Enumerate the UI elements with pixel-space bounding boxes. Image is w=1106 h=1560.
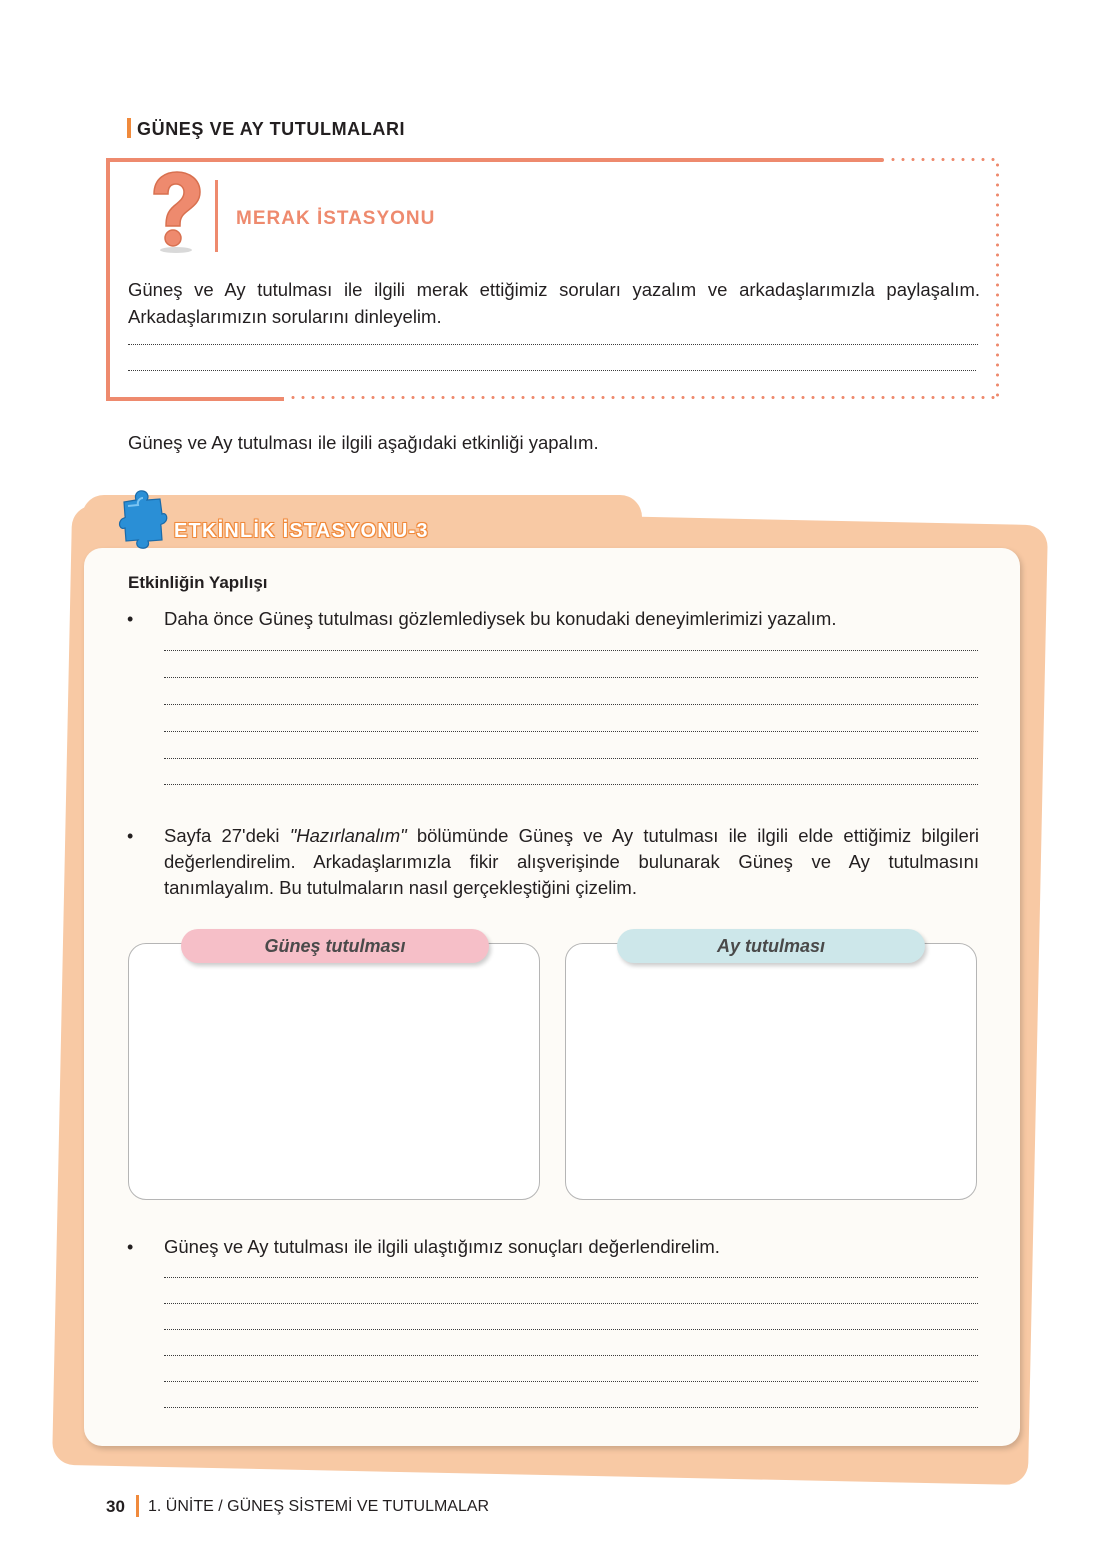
answer-line[interactable] <box>164 784 978 785</box>
puzzle-piece-icon <box>118 488 168 550</box>
merak-separator <box>215 180 218 252</box>
merak-dotted-right <box>996 160 999 400</box>
bullet-mark: • <box>127 1237 134 1257</box>
section-accent-bar <box>127 118 131 138</box>
answer-line[interactable] <box>164 1407 978 1408</box>
footer-separator <box>136 1495 139 1517</box>
activity-title: ETKİNLİK İSTASYONU-3 <box>174 520 429 542</box>
bullet-3-text: Güneş ve Ay tutulması ile ilgili ulaştığımız sonuçları değerlendirelim. <box>164 1236 720 1257</box>
sun-eclipse-drawing-box[interactable] <box>128 943 540 1200</box>
moon-eclipse-drawing-box[interactable] <box>565 943 977 1200</box>
merak-border-top <box>106 158 884 162</box>
answer-line[interactable] <box>164 1381 978 1382</box>
bullet-mark: • <box>127 826 134 846</box>
bullet-2-text <box>164 823 979 901</box>
answer-line[interactable] <box>164 1303 978 1304</box>
answer-line[interactable] <box>164 677 978 678</box>
sun-eclipse-label: Güneş tutulması <box>181 929 489 963</box>
merak-text: Güneş ve Ay tutulması ile ilgili merak ettiğimiz soruları yazalım ve arkadaşlarımızla paylaşalım. Arkadaşlarımızın sorularını dinleyelim. <box>128 279 980 327</box>
activity-subtitle: Etkinliğin Yapılışı <box>128 573 268 592</box>
bullet-2-italic: "Hazırlanalım" <box>289 825 407 846</box>
merak-dotted-bottom <box>288 396 1000 399</box>
footer-label: 1. ÜNİTE / GÜNEŞ SİSTEMİ VE TUTULMALAR <box>148 1498 490 1515</box>
answer-line[interactable] <box>164 1277 978 1278</box>
merak-border-left <box>106 158 110 401</box>
merak-dotted-top <box>888 158 1000 161</box>
answer-line[interactable] <box>128 344 978 345</box>
bullet-2-rest: bölümünde Güneş ve Ay tutulması ile ilgili elde ettiğimiz bilgileri değerlendirelim. Arkadaşlarımızla fikir alışverişinde bulunarak Güneş ve Ay tutulmasını tanımlayalım. Bu tutulmaların nasıl gerçekleştiğini çizelim. <box>164 825 980 898</box>
section-title: GÜNEŞ VE AY TUTULMALARI <box>137 119 406 139</box>
moon-eclipse-label: Ay tutulması <box>617 929 925 963</box>
answer-line[interactable] <box>164 704 978 705</box>
bullet-1-text: Daha önce Güneş tutulması gözlemlediysek bu konudaki deneyimlerimizi yazalım. <box>164 608 837 629</box>
intro-text: Güneş ve Ay tutulması ile ilgili aşağıdaki etkinliği yapalım. <box>128 432 599 453</box>
merak-border-bottom <box>106 397 284 401</box>
answer-line[interactable] <box>128 370 976 371</box>
page-number: 30 <box>106 1497 125 1516</box>
bullet-2-prefix: Sayfa 27'deki <box>164 825 290 846</box>
answer-line[interactable] <box>164 650 978 651</box>
answer-line[interactable] <box>164 1329 978 1330</box>
answer-line[interactable] <box>164 731 978 732</box>
merak-title: MERAK İSTASYONU <box>236 208 436 229</box>
answer-line[interactable] <box>164 758 978 759</box>
question-mark-icon <box>142 170 206 254</box>
bullet-mark: • <box>127 609 134 629</box>
answer-line[interactable] <box>164 1355 978 1356</box>
